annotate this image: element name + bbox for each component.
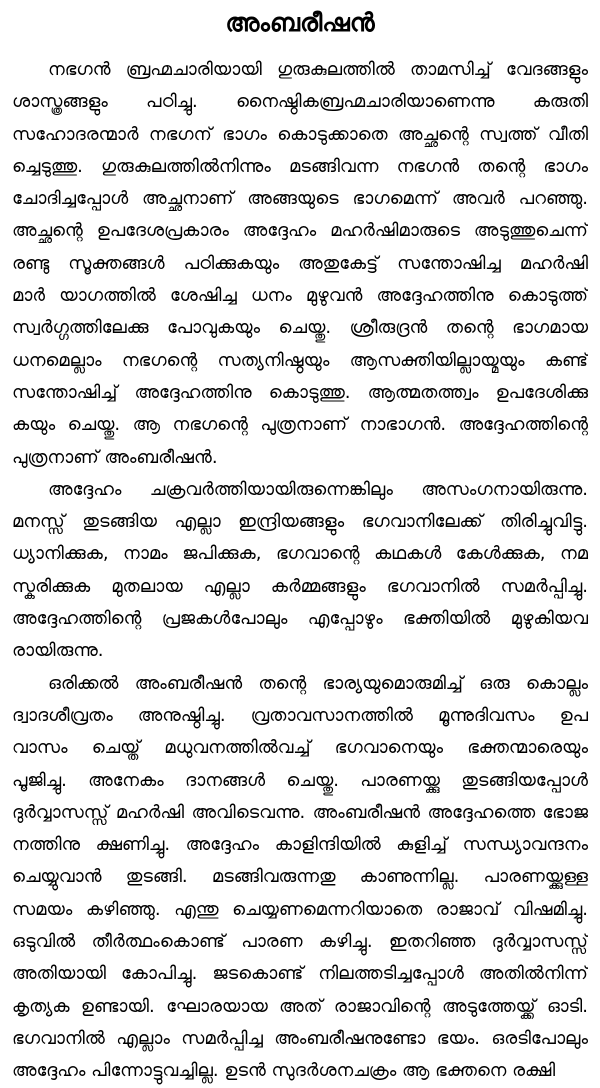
text-line: ധ്യാനിക്കുക, നാമം ജപിക്കുക, ഭഗവാന്റെ കഥകൾ കേൾക്കുക, നമ [12,543,588,565]
text-line: കൃത്യക ഉണ്ടായി. ഘോരയായ അത് രാജാവിന്റെ അടുത്തേയ്ക്ക് ഓടി. [12,995,588,1017]
text-line: ച്ചെടുത്തു. ഗുരുകുലത്തിൽനിന്നും മടങ്ങിവന്ന നഭഗൻ തന്റെ ഭാഗം [12,155,588,177]
text-line: അദ്ദേഹം ചക്രവർത്തിയായിരുന്നെങ്കിലും അസംഗനായിരുന്നു. [48,478,588,500]
text-line: മനസ്സ് തുടങ്ങിയ എല്ലാ ഇന്ദ്രിയങ്ങളും ഭഗവാനിലേക്ക് തിരിച്ചുവിട്ടു. [12,511,588,533]
text-line: അച്ഛന്റെ ഉപദേശപ്രകാരം അദ്ദേഹം മഹർഷിമാരുടെ അടുത്തുചെന്ന് [12,220,588,242]
text-line: രണ്ടു സൂക്തങ്ങൾ പഠിക്കുകയും അതുകേട്ട് സന്തോഷിച്ച മഹർഷി [12,252,588,274]
text-line: സന്തോഷിച്ച് അദ്ദേഹത്തിനു കൊടുത്തു. ആത്മതത്ത്വം ഉപദേശിക്കു [12,381,588,403]
body-text [12,54,588,1088]
text-line: അതിയായി കോപിച്ചു. ജടകൊണ്ട് നിലത്തടിച്ചപ്പോൾ അതിൽനിന്ന് [12,963,588,985]
text-line: സ്വർഗ്ഗത്തിലേക്കു പോവുകയും ചെയ്തു. ശ്രീരുദ്രൻ തന്റെ ഭാഗമായ [12,317,588,339]
text-line: വാസം ചെയ്ത് മധുവനത്തിൽവച്ച് ഭഗവാനെയും ഭക്തന്മാരെയും [12,737,588,759]
page-title: അംബരീഷൻ [225,8,375,37]
text-line: പൂജിച്ചു. അനേകം ദാനങ്ങൾ ചെയ്തു. പാരണയ്ക്കു തുടങ്ങിയപ്പോൾ [12,769,588,791]
text-line: ഭഗവാനിൽ എല്ലാം സമർപ്പിച്ച അംബരീഷനുണ്ടോ ഭയം. ഒരടിപോലും [12,1027,588,1049]
paragraph [12,668,588,1088]
text-line: ധനമെല്ലാം നഭഗന്റെ സത്യനിഷ്ഠയും ആസക്തിയില്ലായ്മയും കണ്ട് [12,349,588,371]
text-line: സമയം കഴിഞ്ഞു. എന്തു ചെയ്യണമെന്നറിയാതെ രാജാവ് വിഷമിച്ചു. [12,898,588,920]
text-line: കയും ചെയ്തു. ആ നഭഗന്റെ പുത്രനാണ് നാഭാഗൻ. അദ്ദേഹത്തിന്റെ [12,414,588,436]
text-line: ചോദിച്ചപ്പോൾ അച്ഛനാണ് അങ്ങയുടെ ഭാഗമെന്ന് അവർ പറഞ്ഞു. [12,188,588,210]
text-line: അദ്ദേഹത്തിന്റെ പ്രജകൾപോലും എപ്പോഴും ഭക്തിയിൽ മുഴുകിയവ [12,608,588,630]
text-line: സ്കരിക്കുക മുതലായ എല്ലാ കർമ്മങ്ങളും ഭഗവാനിൽ സമർപ്പിച്ചു. [12,575,588,597]
text-line: ദ്വാദശീവ്രതം അനുഷ്ഠിച്ചു. വ്രതാവസാനത്തിൽ മൂന്നുദിവസം ഉപ [12,704,588,726]
text-line: സഹോദരന്മാർ നഭഗന് ഭാഗം കൊടുക്കാതെ അച്ഛന്റെ സ്വത്ത് വീതി [12,123,588,145]
text-line: പുത്രനാണ് അംബരീഷൻ. [12,446,218,468]
paragraph [12,474,588,668]
text-line: അദ്ദേഹം പിന്നോട്ടുവച്ചില്ല. ഉടൻ സുദർശനചക്രം ആ ഭക്തനെ രക്ഷി [12,1060,556,1082]
text-line: ഒരിക്കൽ അംബരീഷൻ തന്റെ ഭാര്യയുമൊരുമിച്ച് ഒരു കൊല്ലം [48,672,588,694]
text-line: ഒടുവിൽ തീർത്ഥംകൊണ്ട് പാരണ കഴിച്ചു. ഇതറിഞ്ഞ ദുർവ്വാസസ്സ് [12,931,588,953]
text-line: രായിരുന്നു. [12,640,104,662]
paragraph [12,54,588,474]
text-line: ചെയ്യുവാൻ തുടങ്ങി. മടങ്ങിവരുന്നതു കാണുന്നില്ല. പാരണയ്ക്കുള്ള [12,866,588,888]
text-line: നത്തിനു ക്ഷണിച്ചു. അദ്ദേഹം കാളിന്ദിയിൽ കുളിച്ച് സന്ധ്യാവന്ദനം [12,834,588,856]
text-line: ശാസ്ത്രങ്ങളും പഠിച്ചു. നൈഷ്ഠികബ്രഹ്മചാരിയാണെന്നു കരുതി [12,91,588,113]
text-line: ദുർവ്വാസസ്സ് മഹർഷി അവിടെവന്നു. അംബരീഷൻ അദ്ദേഹത്തെ ഭോജ [12,801,588,823]
text-line: നഭഗൻ ബ്രഹ്മചാരിയായി ഗുരുകുലത്തിൽ താമസിച്ച് വേദങ്ങളും [48,59,588,80]
text-line: മാർ യാഗത്തിൽ ശേഷിച്ച ധനം മുഴുവൻ അദ്ദേഹത്തിനു കൊടുത്ത് [12,285,588,307]
